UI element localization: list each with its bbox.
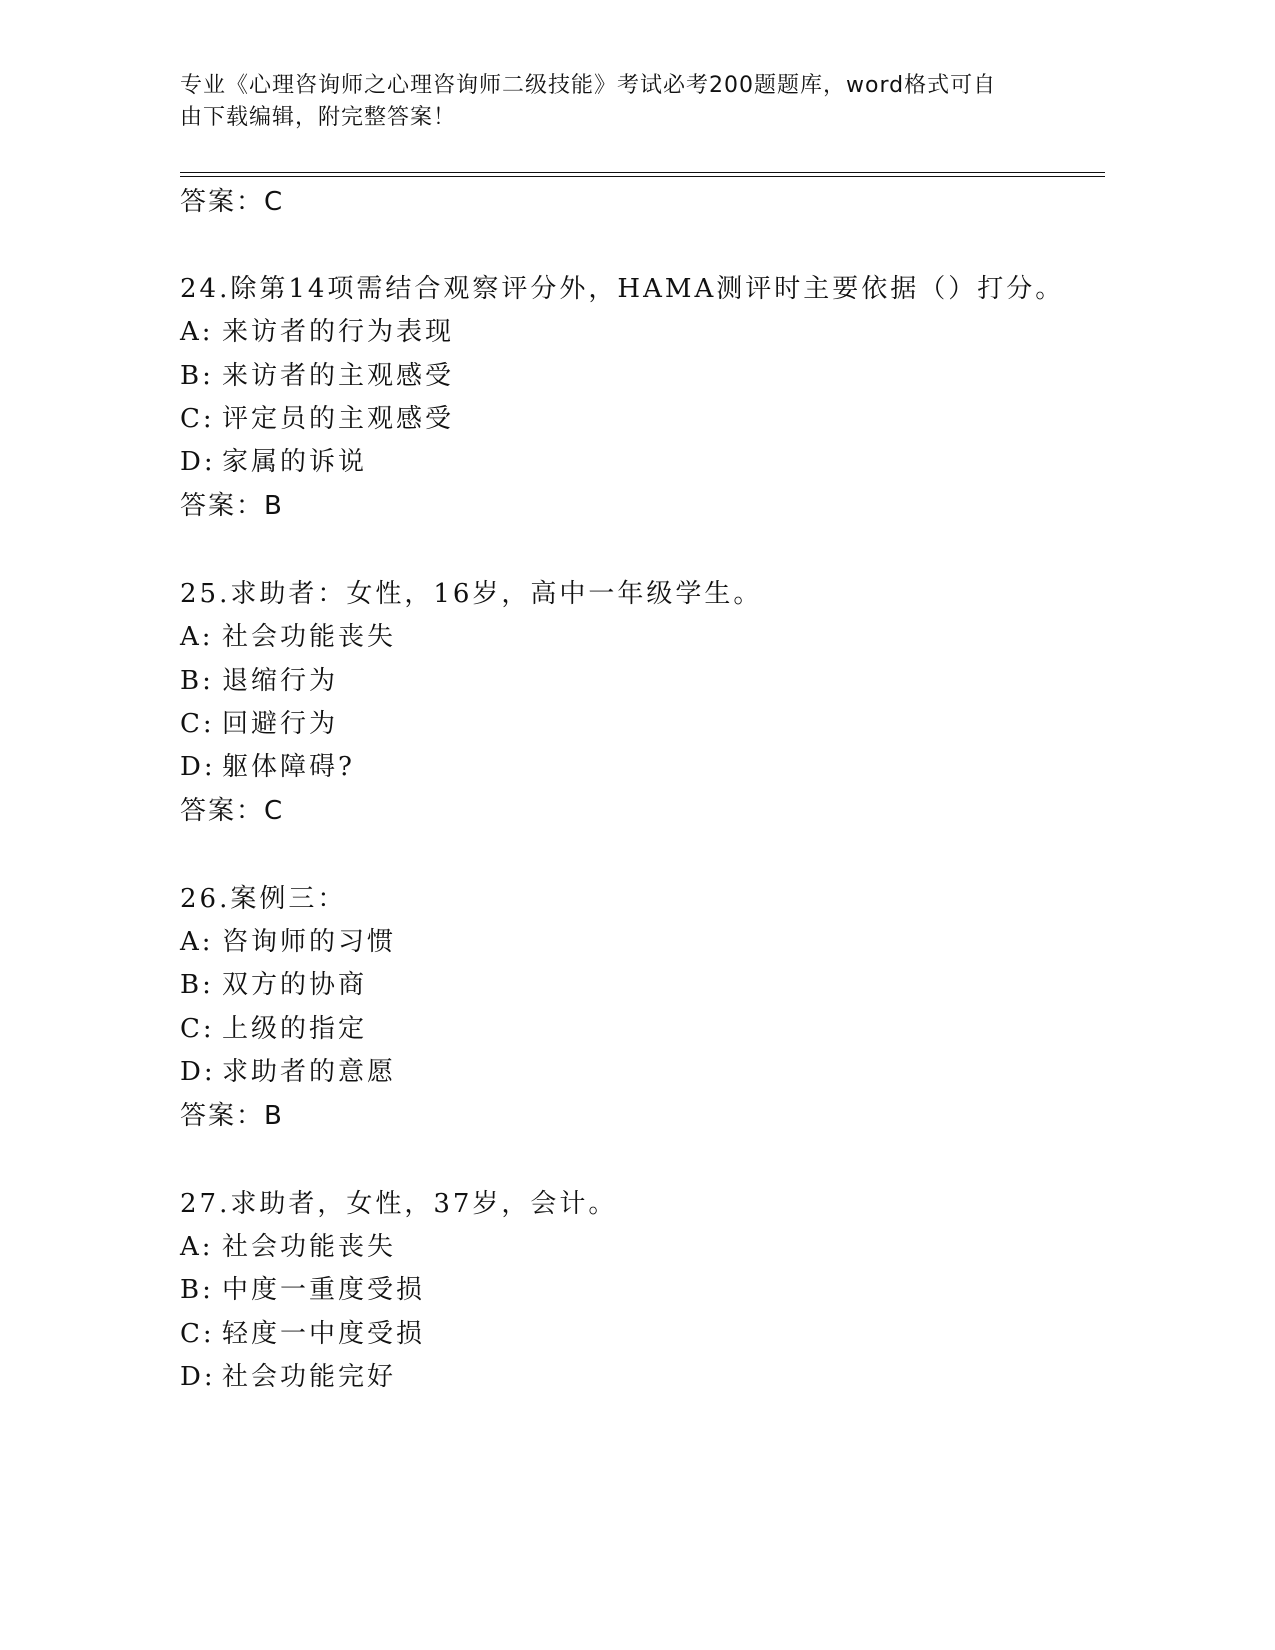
option-text: 中度一重度受损	[222, 1275, 426, 1305]
option-text: 求助者的意愿	[222, 1057, 397, 1087]
option-label: B:	[180, 361, 214, 391]
option-label: D:	[180, 752, 216, 782]
answer-line: 答案：B	[180, 1101, 284, 1131]
option-c	[180, 1011, 367, 1047]
option-text: 咨询师的习惯	[222, 927, 397, 957]
option-b	[180, 663, 338, 699]
answer-line: 答案：C	[180, 796, 285, 826]
answer-line: 答案：B	[180, 491, 284, 521]
header-divider-top	[180, 172, 1105, 173]
option-text: 上级的指定	[222, 1014, 368, 1044]
option-label: D:	[180, 1057, 216, 1087]
option-label: A:	[180, 317, 214, 347]
option-text: 来访者的行为表现	[222, 317, 455, 347]
option-text: 社会功能丧失	[222, 1232, 397, 1262]
option-label: C:	[180, 1014, 215, 1044]
option-label: C:	[180, 404, 215, 434]
option-label: B:	[180, 666, 214, 696]
option-a	[180, 314, 454, 350]
option-d	[180, 444, 367, 480]
option-c	[180, 1316, 425, 1352]
option-label: C:	[180, 1319, 215, 1349]
option-d	[180, 1054, 396, 1090]
option-label: B:	[180, 1275, 214, 1305]
option-text: 社会功能丧失	[222, 622, 397, 652]
option-text: 来访者的主观感受	[222, 361, 455, 391]
option-d	[180, 1359, 396, 1395]
option-text: 退缩行为	[222, 666, 339, 696]
option-a	[180, 1229, 396, 1265]
option-c	[180, 401, 454, 437]
option-text: 评定员的主观感受	[222, 404, 455, 434]
option-label: B:	[180, 970, 214, 1000]
question-stem: 24.除第14项需结合观察评分外，HAMA测评时主要依据（）打分。	[180, 274, 1065, 304]
option-label: A:	[180, 927, 214, 957]
question-stem: 26.案例三：	[180, 884, 347, 914]
option-label: A:	[180, 622, 214, 652]
option-label: D:	[180, 1362, 216, 1392]
document-header	[180, 70, 1060, 134]
header-line-1: 专业《心理咨询师之心理咨询师二级技能》考试必考200题题库，word格式可自	[180, 73, 997, 98]
answer-line: 答案：C	[180, 187, 285, 217]
question-stem: 25.求助者：女性，16岁，高中一年级学生。	[180, 579, 763, 609]
option-a	[180, 924, 396, 960]
option-text: 回避行为	[222, 709, 339, 739]
option-b	[180, 967, 367, 1003]
option-c	[180, 706, 338, 742]
option-text: 轻度一中度受损	[222, 1319, 426, 1349]
option-label: C:	[180, 709, 215, 739]
header-line-2: 由下载编辑，附完整答案！	[180, 105, 457, 130]
option-label: D:	[180, 447, 216, 477]
option-text: 家属的诉说	[222, 447, 368, 477]
question-stem: 27.求助者，女性，37岁，会计。	[180, 1189, 618, 1219]
header-divider-bottom	[180, 176, 1105, 177]
option-d	[180, 749, 355, 785]
option-b	[180, 358, 454, 394]
option-text: 社会功能完好	[222, 1362, 397, 1392]
option-a	[180, 619, 396, 655]
option-text: 双方的协商	[222, 970, 368, 1000]
option-b	[180, 1272, 425, 1308]
option-text: 躯体障碍?	[222, 752, 355, 782]
option-label: A:	[180, 1232, 214, 1262]
